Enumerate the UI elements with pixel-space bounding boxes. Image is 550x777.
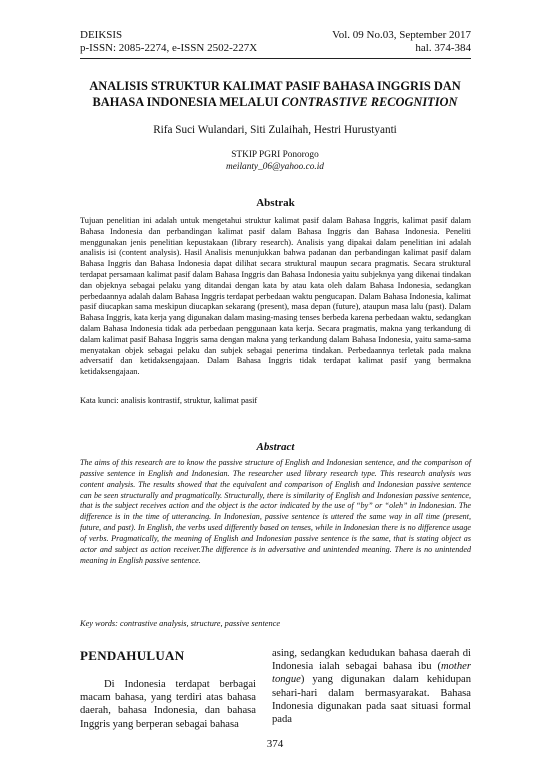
body-right-text-1: asing, sedangkan kedudukan bahasa daerah di Indonesia ialah sebagai bahasa ibu ( [272, 648, 471, 673]
title-line-2-prefix: BAHASA INDONESIA MELALUI [92, 95, 282, 109]
authors: Rifa Suci Wulandari, Siti Zulaihah, Hestri Hurustyanti [153, 124, 397, 136]
affiliation: STKIP PGRI Ponorogo [231, 150, 319, 160]
body-right-column [272, 647, 471, 726]
page-range: hal. 374-384 [415, 42, 471, 54]
key-words: Key words: contrastive analysis, structure, passive sentence [80, 619, 281, 628]
journal-volume: Vol. 09 No.03, September 2017 [332, 29, 471, 41]
abstract-text: The aims of this research are to know the passive structure of English and Indonesian sentence, and the comparison of passive sentence in English and Indonesian. The researcher used library research type. This research analysis was content analysis. The results showed that the equivalent and comparison of English and Indonesian passive sentence can be seen structurally and pragmatically. Structurally, there is similarity of English and Indonesian passive sentence, that is the subject receives action and the object is the actor indicated by the use of “by” or “oleh” in Indonesian. The difference is in the time of utterancing. In Indonesian, passive sentence is uttered the same way in all time (present, future, and past). In English, the verbs used differently based on tenses, while in Indonesian there is no difference usage of verbs. Pragmatically, the meaning of English and Indonesian passive sentence is the same, that is stating object as actor and subject as action receiver.The difference is in adversative and unintended meaning. There is no unintended meaning in English passive sentence. [80, 458, 471, 565]
section-heading: PENDAHULUAN [80, 648, 185, 663]
kata-kunci: Kata kunci: analisis kontrastif, struktur, kalimat pasif [80, 396, 258, 405]
abstrak-heading: Abstrak [256, 197, 295, 209]
paper-title [60, 78, 490, 110]
title-line-2 [60, 94, 490, 110]
body-right-text-2: ) yang digunakan dalam kehidupan sehari-hari dalam bermasyarakat. Bahasa Indonesia digunakan pada saat situasi formal pada [272, 674, 471, 726]
journal-issn: p-ISSN: 2085-2274, e-ISSN 2502-227X [80, 42, 258, 54]
page-number: 374 [266, 738, 284, 750]
abstrak-text: Tujuan penelitian ini adalah untuk mengetahui struktur kalimat pasif dalam Bahasa Inggris, kalimat pasif dalam Bahasa Indonesia dan perbandingan kalimat pasif dalam Bahasa Inggris dan Bahasa Indonesia. Peneliti menggunakan jenis penelitian kepustakaan (library research). Analisis yang dipakai dalam penelitian ini adalah analisis isi (content analysis). Hasil Analisis menunjukkan bahwa padanan dan perbandingan kalimat pasif dalam Bahasa Inggris dan Bahasa Indonesia dapat dilihat secara struktural maupun secara pragmatis. Secara struktural terdapat persamaan kalimat pasif dalam Bahasa Inggris dan Bahasa Indonesia yaitu subjeknya yang dikenai tindakan dan objeknya sebagai pelaku yang ditandai dengan kata by atau kata oleh dalam Bahasa Indonesia, sedangkan perbedaannya adalah dalam Bahasa Inggris terdapat perbedaan waktu pengucapan. Dalam Bahasa Indonesia, kalimat pasif diucapkan sama meskipun diucapkan sekarang (present), masa depan (future), ataupun masa lalu (past). Dalam Bahasa Inggris, kata kerja yang digunakan dalam masing-masing tenses berbeda karena perbedaan waktu, sedangkan dalam Bahasa Indonesia tidak ada perbedaan penggunaan kata kerja. Secara pragmatis, makna yang terkandung di dalam kalimat pasif Bahasa Inggris sama dengan makna yang terkandung dalam Bahasa Indonesia, yaitu sama-sama menyatakan objek sebagai pelaku dan subjek sebagai penerima tindakan. Perbedaannya terletak pada makna adversatif dan ketidaksengajaan. Dalam Bahasa Inggris tidak terdapat kalimat pasif yang bermakna ketidaksengajaan. [80, 216, 471, 377]
body-right-italic: mother tongue [272, 661, 471, 686]
title-line-2-italic: CONTRASTIVE RECOGNITION [281, 95, 458, 109]
journal-name: DEIKSIS [80, 29, 123, 41]
abstract-heading: Abstract [256, 441, 295, 453]
header-divider [80, 58, 471, 59]
email-address: meilanty_06@yahoo.co.id [226, 162, 324, 172]
title-line-1: ANALISIS STRUKTUR KALIMAT PASIF BAHASA INGGRIS DAN [89, 79, 461, 93]
body-left-column: Di Indonesia terdapat berbagai macam bahasa, yang terdiri atas bahasa daerah, bahasa Indonesia, dan bahasa Inggris yang berperan sebagai bahasa [80, 679, 256, 730]
